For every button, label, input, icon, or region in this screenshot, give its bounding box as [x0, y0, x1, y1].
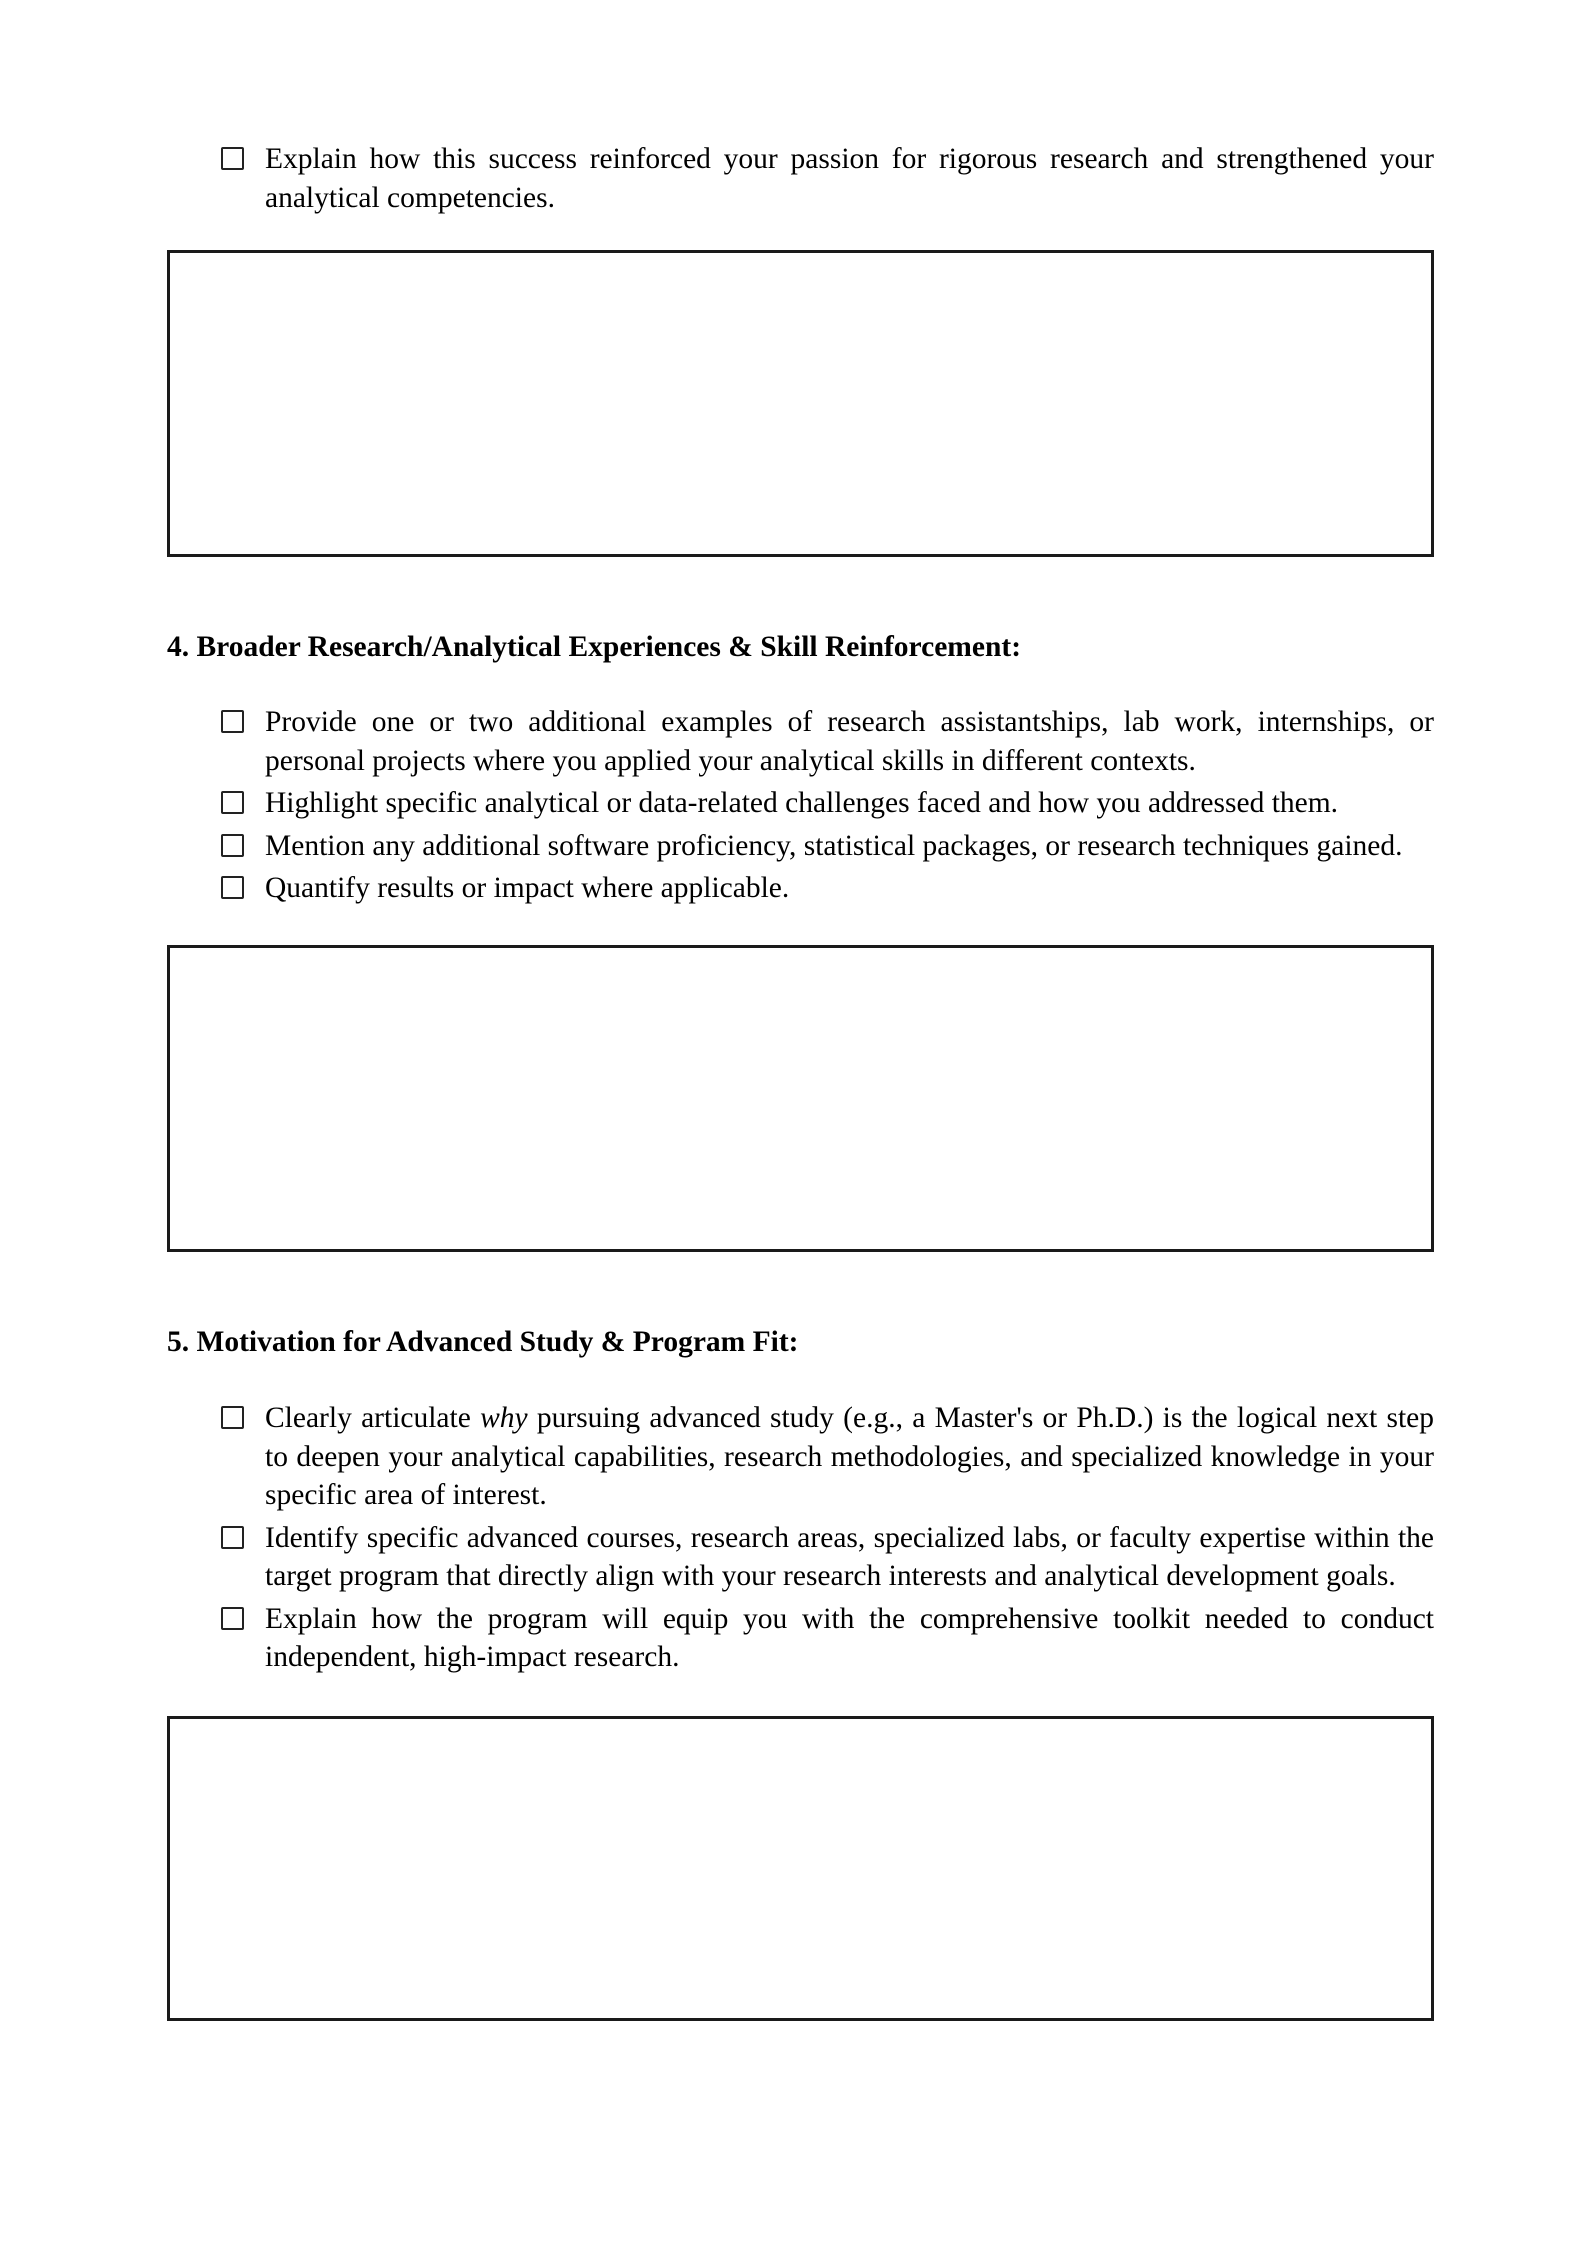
checkbox[interactable] [221, 147, 244, 170]
checklist-item [218, 703, 1434, 780]
text-segment: Clearly articulate [265, 1402, 481, 1434]
checkbox[interactable] [221, 1607, 244, 1630]
section3-checklist [218, 140, 1434, 221]
section4-heading: 4. Broader Research/Analytical Experiences & Skill Reinforcement: [167, 631, 1022, 663]
section3-answer-box[interactable] [167, 250, 1434, 557]
checkbox[interactable] [221, 1406, 244, 1429]
checkbox[interactable] [221, 876, 244, 899]
checklist-item-text: Identify specific advanced courses, research areas, specialized labs, or faculty expertise within the target program that directly align with your research interests and analytical development goals. [265, 1521, 1434, 1592]
section5-answer-box[interactable] [167, 1716, 1434, 2021]
emphasis-text: why [480, 1402, 528, 1434]
checkbox[interactable] [221, 1526, 244, 1549]
checkbox[interactable] [221, 834, 244, 857]
checklist-item [218, 1519, 1434, 1596]
checklist-item-text: Mention any additional software proficiency, statistical packages, or research techniques gained. [265, 829, 1403, 862]
checklist-item [218, 827, 1434, 866]
text-segment: pursuing advanced study (e.g., a Master's or Ph.D.) is the logical next step to deepen your analytical capabilities, research methodologies, and specialized knowledge in your specific area of interest. [265, 1402, 1434, 1511]
checklist-item [218, 784, 1434, 823]
section5-heading: 5. Motivation for Advanced Study & Program Fit: [167, 1326, 799, 1358]
section4-checklist [218, 703, 1434, 912]
checklist-item [218, 140, 1434, 217]
section5-checklist [218, 1399, 1434, 1681]
checklist-item-text: Quantify results or impact where applicable. [265, 872, 790, 904]
checklist-item-text: Highlight specific analytical or data-related challenges faced and how you addressed them. [265, 787, 1339, 819]
checkbox[interactable] [221, 710, 244, 733]
checklist-item-text [265, 1402, 1434, 1511]
checklist-item-text: Provide one or two additional examples of research assistantships, lab work, internships, or personal projects where you applied your analytical skills in different contexts. [265, 706, 1434, 777]
checklist-item [218, 1399, 1434, 1515]
checkbox[interactable] [221, 791, 244, 814]
checklist-item-text: Explain how this success reinforced your passion for rigorous research and strengthened your analytical competencies. [265, 143, 1434, 214]
checklist-item [218, 1600, 1434, 1677]
section4-answer-box[interactable] [167, 945, 1434, 1252]
checklist-item [218, 869, 1434, 908]
checklist-item-text: Explain how the program will equip you with the comprehensive toolkit needed to conduct independent, high-impact research. [265, 1602, 1434, 1673]
